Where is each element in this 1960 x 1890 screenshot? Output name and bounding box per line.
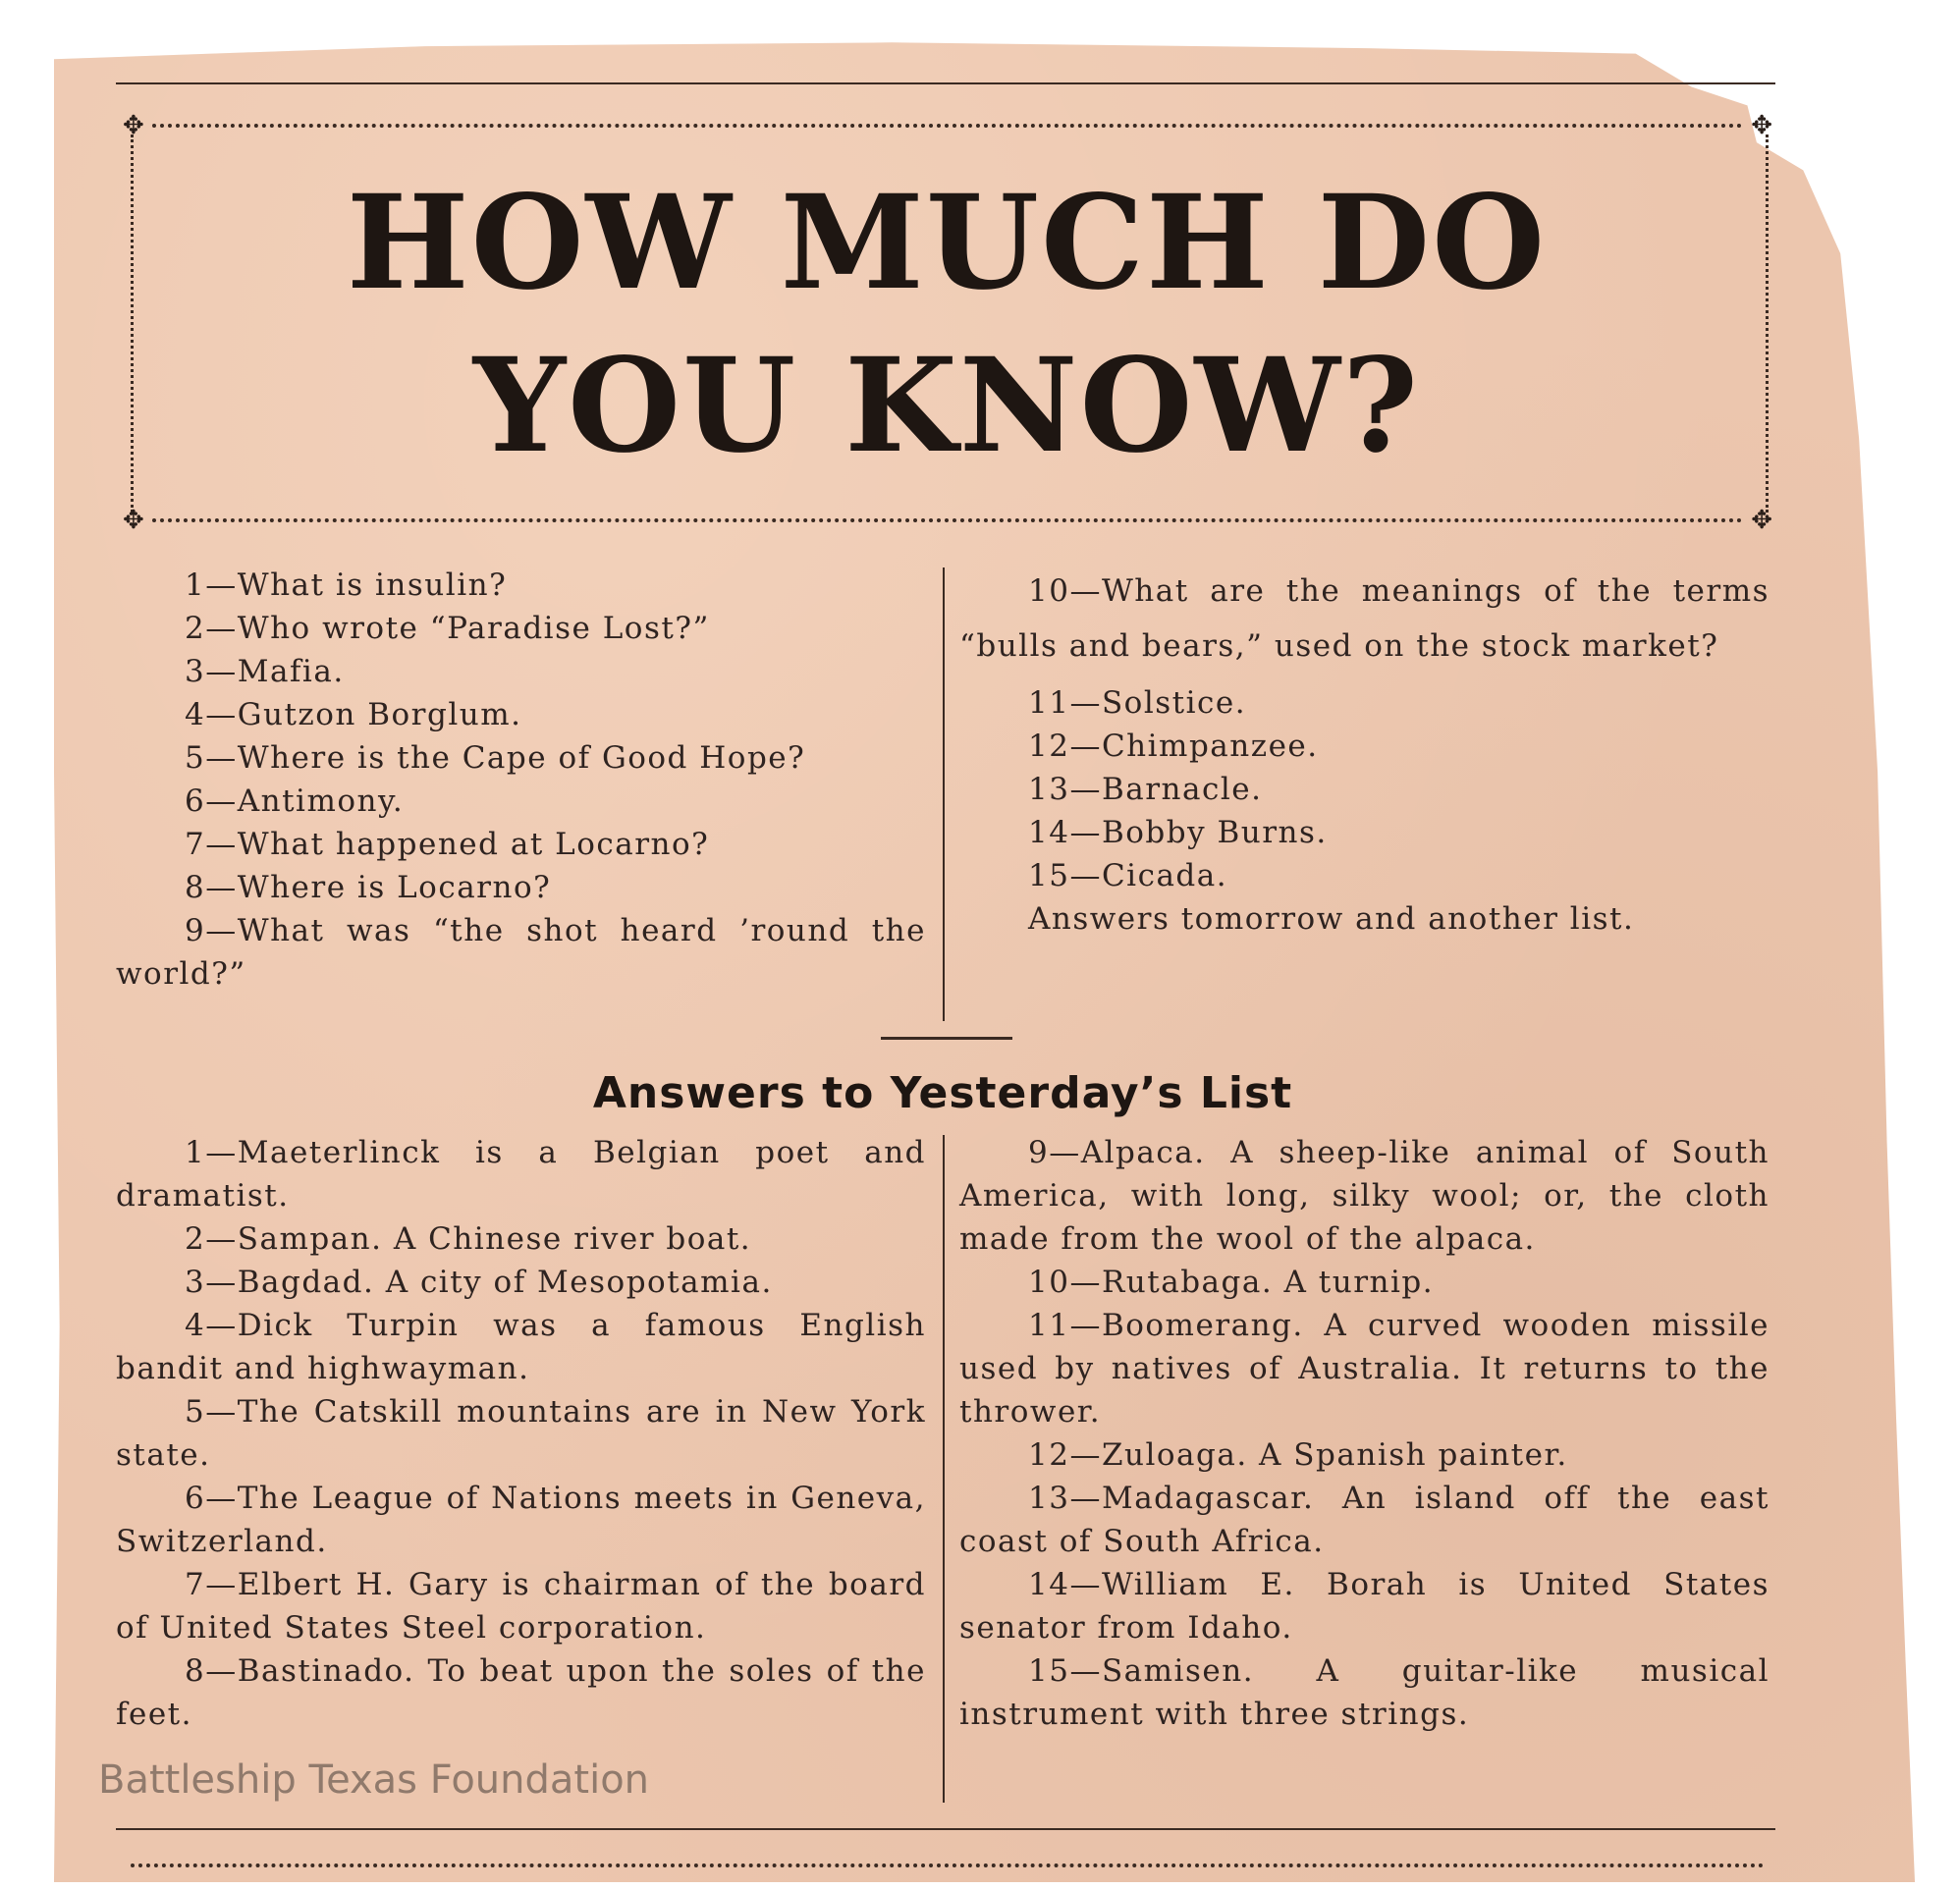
question-item: 6—Antimony. bbox=[185, 783, 405, 819]
headline-line-1: HOW MUCH DO bbox=[346, 167, 1548, 319]
answer-item: 12—Zuloaga. A Spanish painter. bbox=[1028, 1437, 1568, 1473]
ornament-line bbox=[152, 124, 1743, 128]
answer-item: 11—Boomerang. A curved wooden missile used by natives of Australia. It returns to the thrower. bbox=[959, 1308, 1769, 1430]
answer-item: 5—The Catskill mountains are in New York state. bbox=[116, 1394, 926, 1473]
closing-note: Answers tomorrow and another list. bbox=[1028, 901, 1635, 937]
answer-item: 8—Bastinado. To beat upon the soles of the feet. bbox=[116, 1653, 926, 1732]
question-item: 12—Chimpanzee. bbox=[1028, 729, 1319, 764]
answers-left-column bbox=[116, 1131, 926, 1736]
answer-item: 3—Bagdad. A city of Mesopotamia. bbox=[185, 1265, 773, 1300]
question-item: 15—Cicada. bbox=[1028, 858, 1228, 893]
ornament-line bbox=[131, 1863, 1765, 1867]
fleuron-icon: ✥ bbox=[1751, 111, 1772, 140]
watermark: Battleship Texas Foundation bbox=[98, 1757, 650, 1803]
fleuron-icon: ✥ bbox=[123, 506, 144, 535]
question-item: 13—Barnacle. bbox=[1028, 772, 1263, 807]
section-divider bbox=[881, 1037, 1012, 1040]
answer-item: 15—Samisen. A guitar-like musical instrument with three strings. bbox=[959, 1653, 1769, 1732]
fleuron-icon: ✥ bbox=[123, 111, 144, 140]
question-item: 2—Who wrote “Paradise Lost?” bbox=[185, 611, 710, 646]
question-item: 3—Mafia. bbox=[185, 654, 345, 689]
question-item: 1—What is insulin? bbox=[185, 567, 508, 603]
footer-ornament-border bbox=[123, 1856, 1772, 1875]
question-item: 11—Solstice. bbox=[1028, 685, 1247, 721]
question-item: 5—Where is the Cape of Good Hope? bbox=[185, 740, 806, 776]
headline-line-2: YOU KNOW? bbox=[472, 330, 1421, 482]
answer-item: 14—William E. Borah is United States senator from Idaho. bbox=[959, 1567, 1769, 1646]
answer-item: 2—Sampan. A Chinese river boat. bbox=[185, 1221, 752, 1257]
answer-item: 7—Elbert H. Gary is chairman of the board of United States Steel corporation. bbox=[116, 1567, 926, 1646]
answers-column-divider bbox=[943, 1135, 945, 1803]
answer-item: 6—The League of Nations meets in Geneva, Switzerland. bbox=[116, 1481, 926, 1559]
answers-right-column bbox=[959, 1131, 1769, 1736]
bottom-rule bbox=[116, 1828, 1775, 1830]
bottom-ornament-border bbox=[123, 506, 1772, 535]
fleuron-icon: ✥ bbox=[1751, 506, 1772, 535]
answer-item: 13—Madagascar. An island off the east coast of South Africa. bbox=[959, 1481, 1769, 1559]
question-item: 8—Where is Locarno? bbox=[185, 870, 552, 905]
question-item: 9—What was “the shot heard ’round the world?” bbox=[116, 913, 926, 992]
top-ornament-border bbox=[123, 111, 1772, 140]
answer-item: 4—Dick Turpin was a famous English bandit and highwayman. bbox=[116, 1308, 926, 1386]
answer-item: 9—Alpaca. A sheep-like animal of South America, with long, silky wool; or, the cloth made from the wool of the alpaca. bbox=[959, 1135, 1769, 1257]
answer-item: 1—Maeterlinck is a Belgian poet and dramatist. bbox=[116, 1135, 926, 1214]
question-item: 7—What happened at Locarno? bbox=[185, 827, 710, 862]
question-item: 4—Gutzon Borglum. bbox=[185, 697, 522, 732]
answer-item: 10—Rutabaga. A turnip. bbox=[1028, 1265, 1435, 1300]
questions-column-divider bbox=[943, 567, 945, 1021]
top-rule bbox=[116, 82, 1775, 84]
answers-heading: Answers to Yesterday’s List bbox=[592, 1068, 1293, 1118]
question-item: 10—What are the meanings of the terms “bulls and bears,” used on the stock market? bbox=[959, 573, 1769, 664]
questions-right-column bbox=[959, 564, 1769, 941]
question-item: 14—Bobby Burns. bbox=[1028, 815, 1328, 850]
questions-left-column bbox=[116, 564, 926, 996]
ornament-line bbox=[152, 518, 1743, 522]
